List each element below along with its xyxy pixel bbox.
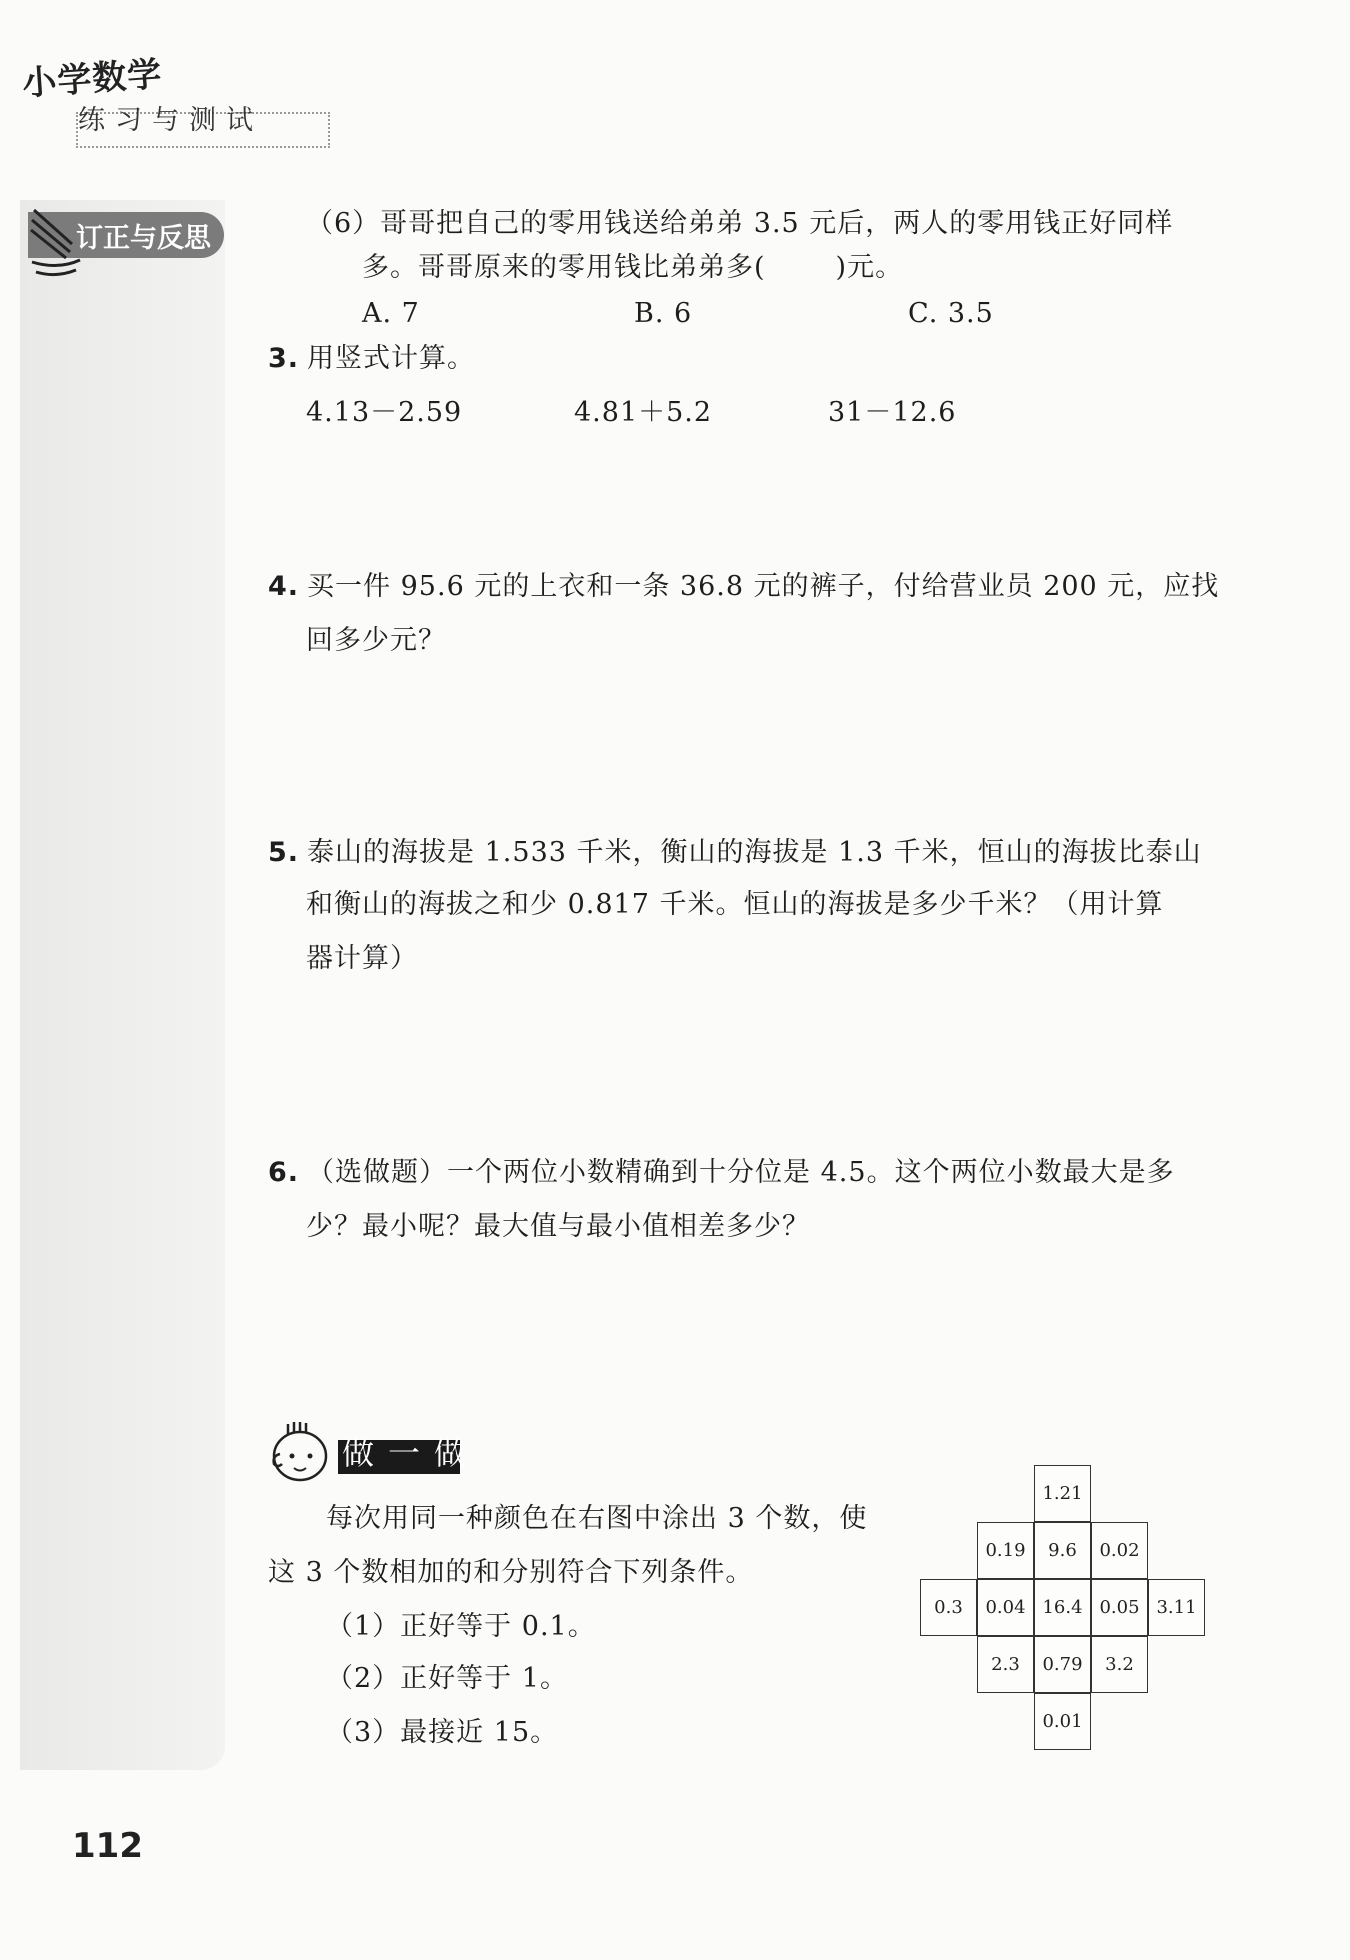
q4-text1: 买一件 95.6 元的上衣和一条 36.8 元的裤子，付给营业员 200 元，应找 (307, 571, 1220, 602)
q4-line2: 回多少元？ (306, 625, 446, 656)
q5-line1 (268, 834, 1202, 872)
grid-cell[interactable]: 0.3 (920, 1579, 977, 1636)
grid-cell[interactable]: 9.6 (1034, 1522, 1091, 1579)
q3-heading (268, 340, 475, 378)
grid-cell[interactable]: 0.05 (1091, 1579, 1148, 1636)
sidebar-tab-label: 订正与反思 (76, 223, 211, 254)
q2-6-line2-b: )元。 (835, 252, 904, 283)
grid-cell[interactable]: 2.3 (977, 1636, 1034, 1693)
q6-number: 6. (268, 1157, 300, 1188)
q2-6-line1: （6）哥哥把自己的零用钱送给弟弟 3.5 元后，两人的零用钱正好同样 (306, 208, 1174, 239)
q2-6-line2-a: 多。哥哥原来的零用钱比弟弟多( (362, 252, 766, 283)
q3-expr1: 4.13－2.59 (306, 397, 463, 428)
q6-line1 (268, 1154, 1175, 1192)
activity-title: 做一做 (342, 1434, 481, 1472)
activity-intro1: 每次用同一种颜色在右图中涂出 3 个数，使 (326, 1503, 868, 1534)
activity-intro2: 这 3 个数相加的和分别符合下列条件。 (268, 1557, 754, 1588)
q5-line2: 和衡山的海拔之和少 0.817 千米。恒山的海拔是多少千米？（用计算 (306, 889, 1164, 920)
q2-6-option-b: B. 6 (634, 298, 693, 329)
q4-number: 4. (268, 571, 300, 602)
activity-cond2: （2）正好等于 1。 (326, 1663, 568, 1694)
q3-expr2: 4.81＋5.2 (574, 397, 713, 428)
grid-cell[interactable]: 3.2 (1091, 1636, 1148, 1693)
grid-cell[interactable]: 0.79 (1034, 1636, 1091, 1693)
q6-text1: （选做题）一个两位小数精确到十分位是 4.5。这个两位小数最大是多 (307, 1157, 1175, 1188)
q3-number: 3. (268, 343, 300, 374)
q5-text1: 泰山的海拔是 1.533 千米，衡山的海拔是 1.3 千米，恒山的海拔比泰山 (307, 837, 1202, 868)
grid-cell[interactable]: 0.19 (977, 1522, 1034, 1579)
grid-cell[interactable]: 16.4 (1034, 1579, 1091, 1636)
child-face-icon (266, 1420, 336, 1484)
q3-text: 用竖式计算。 (307, 343, 476, 374)
grid-cell[interactable]: 0.04 (977, 1579, 1034, 1636)
grid-cell[interactable]: 3.11 (1148, 1579, 1205, 1636)
q6-line2: 少？最小呢？最大值与最小值相差多少？ (306, 1211, 810, 1242)
q2-6-option-c: C. 3.5 (908, 298, 994, 329)
brand-title: 小学数学 (21, 54, 164, 105)
grid-cell[interactable]: 0.01 (1034, 1693, 1091, 1750)
q5-line3: 器计算） (306, 943, 418, 974)
q4-line1 (268, 568, 1219, 606)
q3-expr3: 31－12.6 (828, 397, 957, 428)
page-number: 112 (72, 1826, 143, 1866)
subtitle: 练习与测试 (78, 105, 263, 136)
grid-cell[interactable]: 1.21 (1034, 1465, 1091, 1522)
q2-6-option-a: A. 7 (362, 298, 420, 329)
sidebar-margin (20, 200, 225, 1770)
q5-number: 5. (268, 837, 300, 868)
q2-6-line2 (362, 249, 903, 287)
grid-cell[interactable]: 0.02 (1091, 1522, 1148, 1579)
activity-cond1: （1）正好等于 0.1。 (326, 1611, 596, 1642)
activity-cond3: （3）最接近 15。 (326, 1717, 559, 1748)
